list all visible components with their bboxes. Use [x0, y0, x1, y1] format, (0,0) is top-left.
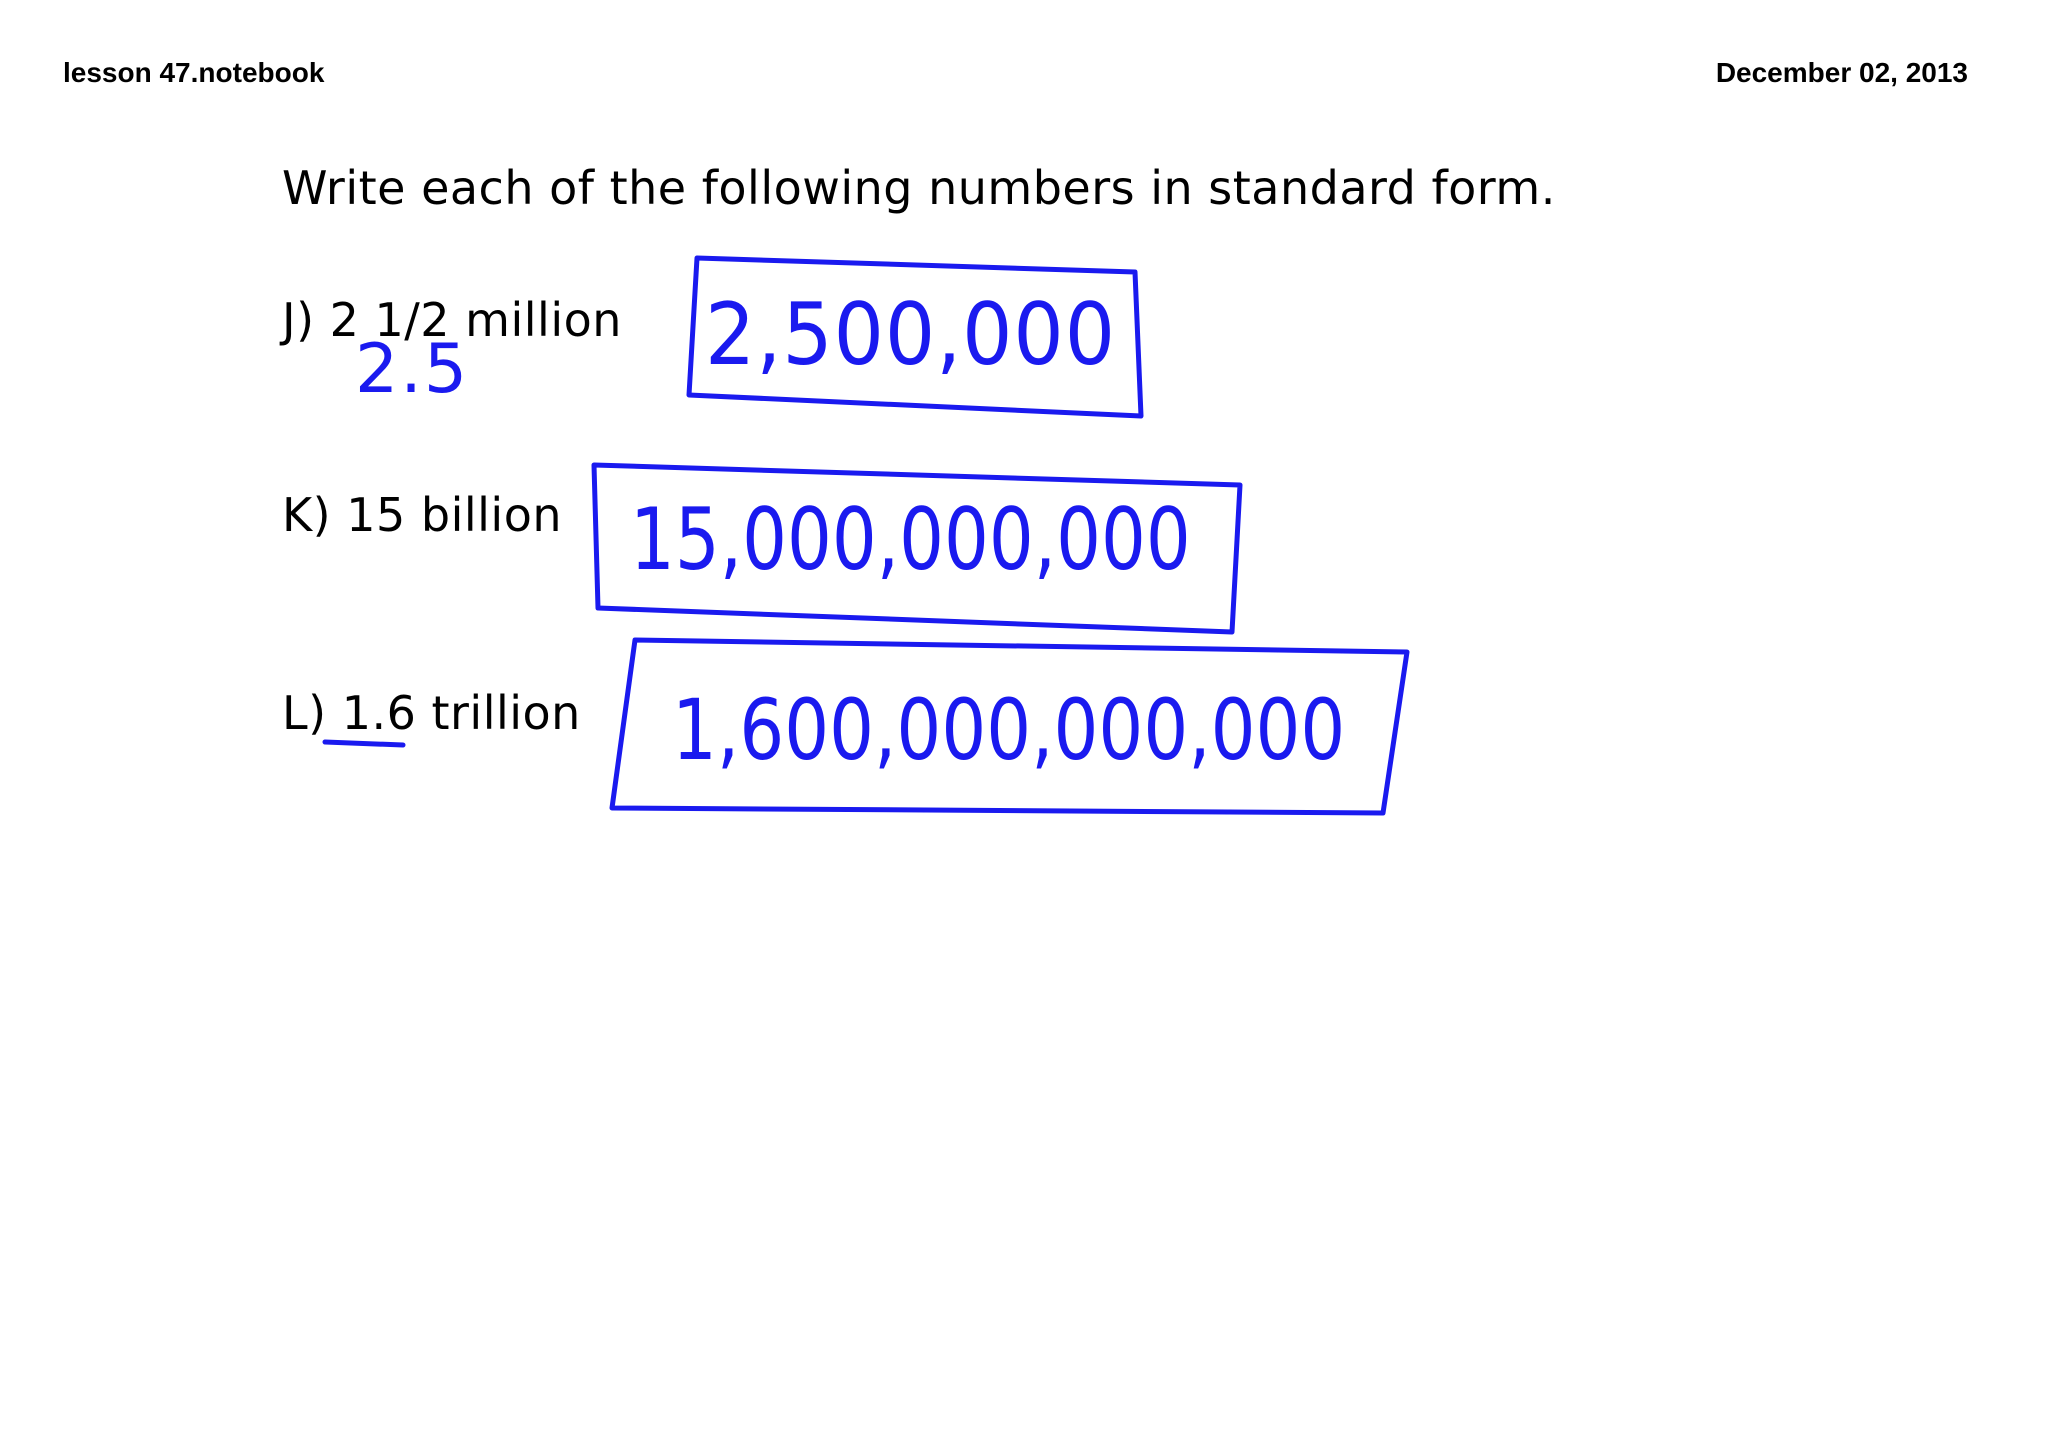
notebook-date: December 02, 2013	[1715, 57, 1968, 88]
problem-k-answer: 15,000,000,000	[630, 490, 1191, 590]
problem-j-answer: 2,500,000	[705, 285, 1116, 385]
problem-j-prompt: J) 2 1/2 million	[282, 293, 622, 347]
problem-l-prompt: L) 1.6 trillion	[282, 686, 581, 740]
problem-l-underline	[325, 742, 403, 745]
problem-l-answer: 1,600,000,000,000	[672, 681, 1346, 779]
problem-j-decimal-note: 2.5	[355, 330, 470, 409]
problem-k-prompt: K) 15 billion	[282, 488, 563, 542]
notebook-filename: lesson 47.notebook	[63, 57, 325, 88]
instruction-text: Write each of the following numbers in standard form.	[282, 161, 1556, 215]
